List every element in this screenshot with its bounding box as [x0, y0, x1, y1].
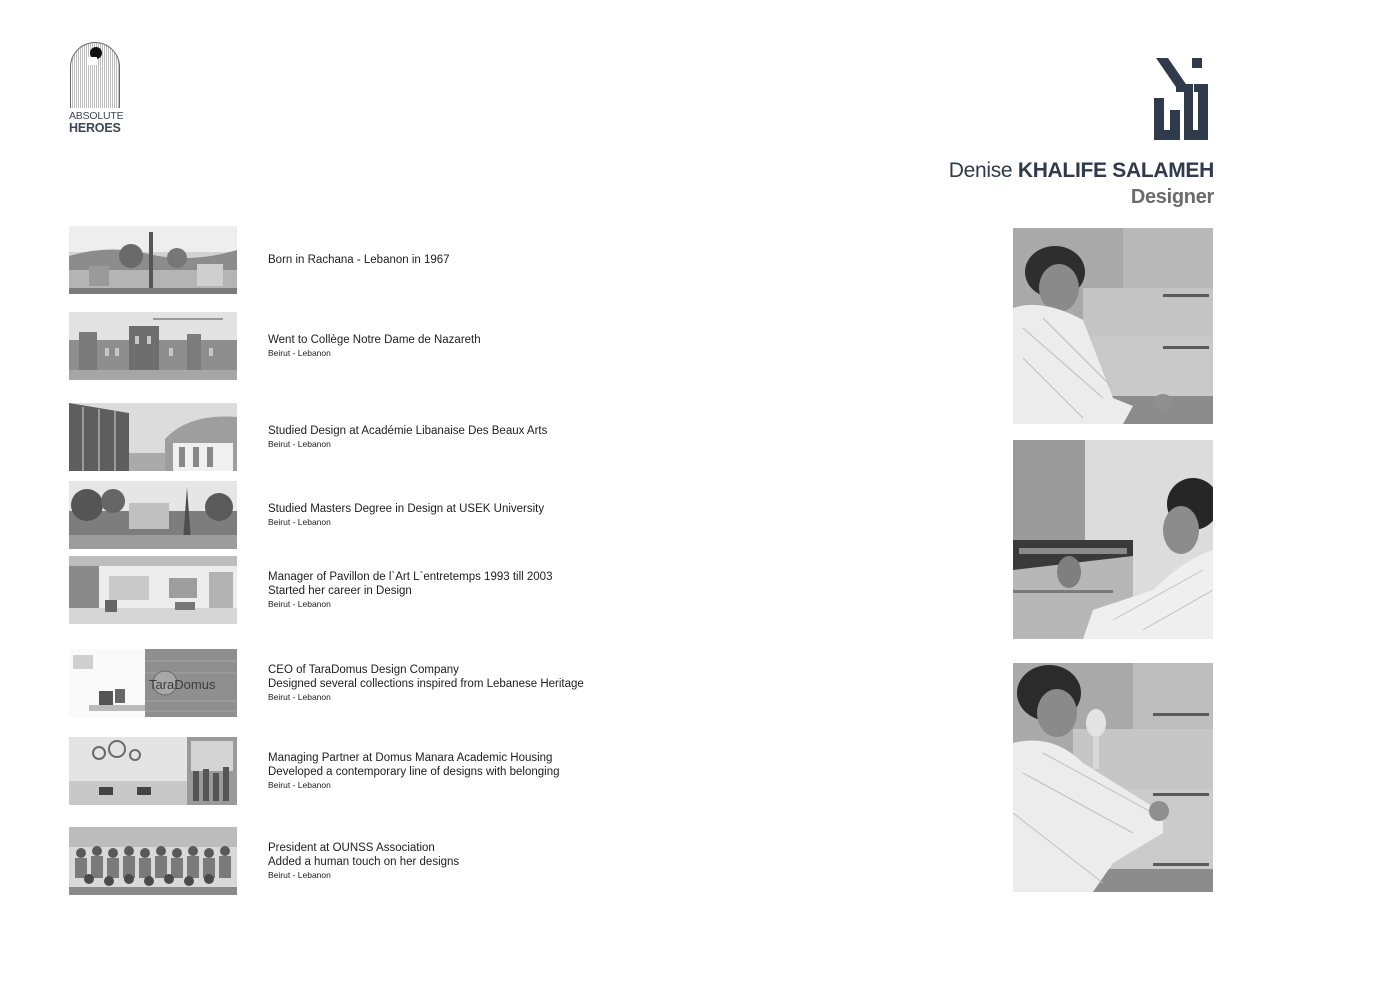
timeline-location: Beirut - Lebanon: [268, 517, 331, 527]
timeline-location: Beirut - Lebanon: [268, 692, 331, 702]
arch-logo-icon: [70, 42, 120, 108]
thumbnail-usek-university: [69, 481, 237, 549]
thumbnail-domus-manara: [69, 737, 237, 805]
monogram-logo-icon: [1150, 54, 1214, 142]
timeline-title: CEO of TaraDomus Design Company: [268, 664, 459, 676]
thumbnail-ounss-group: [69, 827, 237, 895]
thumbnail-taradomus-office: [69, 649, 237, 717]
timeline-location: Beirut - Lebanon: [268, 599, 331, 609]
timeline-location: Beirut - Lebanon: [268, 780, 331, 790]
timeline-item: [69, 737, 769, 805]
taradomus-sign: TaraDomus: [149, 677, 216, 692]
timeline-item: [69, 403, 769, 471]
designer-role: Designer: [1130, 186, 1214, 208]
logo-text-line2: HEROES: [69, 121, 121, 135]
logo-text-line1: ABSOLUTE: [69, 110, 124, 122]
timeline-item: [69, 312, 769, 380]
timeline-location: Beirut - Lebanon: [268, 870, 331, 880]
thumbnail-college-building: [69, 312, 237, 380]
timeline-subtitle: Added a human touch on her designs: [268, 856, 460, 868]
thumbnail-academie-campus: [69, 403, 237, 471]
timeline-subtitle: Developed a contemporary line of designs with belonging: [268, 766, 560, 778]
first-name: Denise: [948, 159, 1013, 182]
timeline-title: Born in Rachana - Lebanon in 1967: [268, 254, 450, 266]
last-name: KHALIFE SALAMEH: [1017, 159, 1214, 182]
designer-photo-2: [1013, 440, 1213, 639]
timeline-title: Went to Collège Notre Dame de Nazareth: [268, 334, 481, 346]
timeline-item: [69, 226, 769, 294]
timeline-subtitle: Started her career in Design: [268, 585, 412, 597]
timeline-location: Beirut - Lebanon: [268, 348, 331, 358]
timeline-item: [69, 649, 769, 717]
timeline-subtitle: Designed several collections inspired from Lebanese Heritage: [268, 678, 584, 690]
designer-name: [949, 159, 1214, 183]
designer-photo-3: [1013, 663, 1213, 892]
timeline-title: Studied Design at Académie Libanaise Des Beaux Arts: [268, 425, 548, 437]
absolute-heroes-logo: [69, 42, 125, 138]
timeline-title: Manager of Pavillon de l`Art L`entretemps 1993 till 2003: [268, 571, 553, 583]
timeline-location: Beirut - Lebanon: [268, 439, 331, 449]
timeline-item: [69, 481, 769, 549]
thumbnail-rachana-village: [69, 226, 237, 294]
timeline-item: [69, 556, 769, 624]
designer-photo-1: [1013, 228, 1213, 424]
timeline-item: [69, 827, 769, 895]
timeline-title: Studied Masters Degree in Design at USEK University: [268, 503, 545, 515]
timeline-title: Managing Partner at Domus Manara Academic Housing: [268, 752, 553, 764]
thumbnail-pavillon-gallery: [69, 556, 237, 624]
timeline-title: President at OUNSS Association: [268, 842, 435, 854]
